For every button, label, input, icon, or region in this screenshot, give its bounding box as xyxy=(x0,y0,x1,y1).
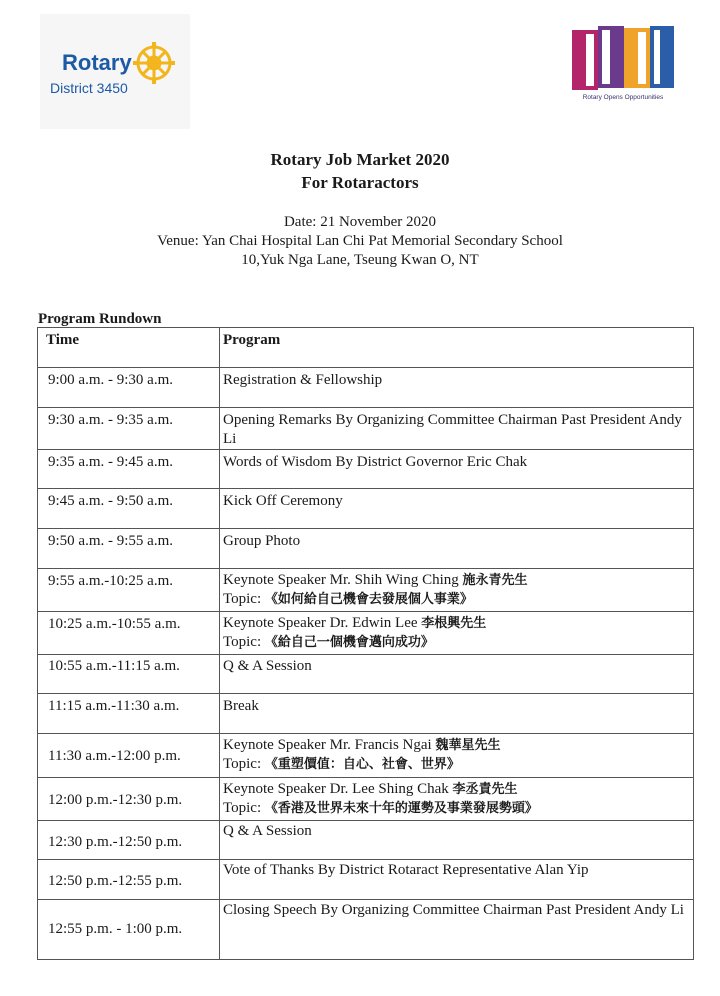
speaker-name: Keynote Speaker Dr. Lee Shing Chak xyxy=(223,781,449,797)
page-subtitle: For Rotaractors xyxy=(301,173,419,192)
column-header-time: Time xyxy=(38,328,220,368)
table-row xyxy=(38,408,694,450)
program-table xyxy=(37,327,694,960)
table-row xyxy=(38,694,694,734)
doors-icon xyxy=(572,24,674,92)
table-row xyxy=(38,529,694,569)
time-cell: 9:45 a.m. - 9:50 a.m. xyxy=(38,489,220,529)
program-cell: Vote of Thanks By District Rotaract Representative Alan Yip xyxy=(220,860,694,900)
table-row xyxy=(38,900,694,960)
topic-line xyxy=(223,633,693,652)
rotary-wheel-icon xyxy=(132,41,176,85)
table-row xyxy=(38,734,694,778)
topic-title: 《香港及世界未來十年的運勢及事業發展勢頭》 xyxy=(264,801,538,816)
topic-line xyxy=(223,590,693,609)
rotary-opens-opportunities-logo xyxy=(568,24,678,109)
topic-label: Topic: xyxy=(223,591,262,607)
table-row xyxy=(38,821,694,860)
page-title: Rotary Job Market 2020 xyxy=(270,150,450,169)
program-cell: Break xyxy=(220,694,694,734)
topic-label: Topic: xyxy=(223,634,262,650)
time-cell: 12:30 p.m.-12:50 p.m. xyxy=(38,821,220,860)
section-label: Program Rundown xyxy=(38,311,162,327)
table-row xyxy=(38,489,694,529)
time-cell: 12:00 p.m.-12:30 p.m. xyxy=(38,778,220,821)
time-cell: 9:55 a.m.-10:25 a.m. xyxy=(38,569,220,612)
time-cell: 9:50 a.m. - 9:55 a.m. xyxy=(38,529,220,569)
logo-tagline: Rotary Opens Opportunities xyxy=(582,94,664,101)
time-cell: 11:30 a.m.-12:00 p.m. xyxy=(38,734,220,778)
time-cell: 12:55 p.m. - 1:00 p.m. xyxy=(38,900,220,960)
event-address: 10,Yuk Nga Lane, Tseung Kwan O, NT xyxy=(241,252,479,268)
speaker-name-cjk: 施永青先生 xyxy=(462,573,528,588)
event-date: Date: 21 November 2020 xyxy=(283,214,437,230)
program-cell: Registration & Fellowship xyxy=(220,368,694,408)
program-cell: Group Photo xyxy=(220,529,694,569)
speaker-name-cjk: 李丞責先生 xyxy=(452,782,518,797)
table-row xyxy=(38,450,694,489)
program-cell: Kick Off Ceremony xyxy=(220,489,694,529)
time-cell: 9:30 a.m. - 9:35 a.m. xyxy=(38,408,220,450)
time-cell: 11:15 a.m.-11:30 a.m. xyxy=(38,694,220,734)
program-cell: Closing Speech By Organizing Committee Chairman Past President Andy Li xyxy=(220,900,694,960)
speaker-name: Keynote Speaker Mr. Francis Ngai xyxy=(223,737,432,753)
topic-line xyxy=(223,755,693,774)
table-row xyxy=(38,860,694,900)
logo-district-text: District 3450 xyxy=(50,80,128,96)
time-cell: 9:00 a.m. - 9:30 a.m. xyxy=(38,368,220,408)
speaker-name-cjk: 李根興先生 xyxy=(421,616,487,631)
program-cell xyxy=(220,778,694,821)
program-cell: Q & A Session xyxy=(220,655,694,694)
speaker-name: Keynote Speaker Mr. Shih Wing Ching xyxy=(223,572,459,588)
table-row xyxy=(38,778,694,821)
time-cell: 10:55 a.m.-11:15 a.m. xyxy=(38,655,220,694)
speaker-name-cjk: 魏華星先生 xyxy=(435,738,501,753)
speaker-name: Keynote Speaker Dr. Edwin Lee xyxy=(223,615,418,631)
time-cell: 12:50 p.m.-12:55 p.m. xyxy=(38,860,220,900)
event-venue: Venue: Yan Chai Hospital Lan Chi Pat Memorial Secondary School xyxy=(157,233,563,249)
table-row xyxy=(38,569,694,612)
table-row xyxy=(38,612,694,655)
logo-rotary-text: Rotary xyxy=(62,50,132,75)
time-cell: 10:25 a.m.-10:55 a.m. xyxy=(38,612,220,655)
program-cell: Words of Wisdom By District Governor Eric Chak xyxy=(220,450,694,489)
topic-label: Topic: xyxy=(223,756,262,772)
topic-label: Topic: xyxy=(223,800,262,816)
table-header-row xyxy=(38,328,694,368)
topic-title: 《給自己一個機會邁向成功》 xyxy=(264,635,434,650)
table-row xyxy=(38,655,694,694)
program-cell: Q & A Session xyxy=(220,821,694,860)
time-cell: 9:35 a.m. - 9:45 a.m. xyxy=(38,450,220,489)
program-cell xyxy=(220,612,694,655)
program-cell xyxy=(220,734,694,778)
topic-line xyxy=(223,799,693,818)
rotary-district-logo xyxy=(40,14,190,129)
topic-title: 《重塑價值：自心、社會、世界》 xyxy=(264,757,460,772)
column-header-program: Program xyxy=(220,328,694,368)
topic-title: 《如何給自己機會去發展個人事業》 xyxy=(264,592,473,607)
table-row xyxy=(38,368,694,408)
program-cell xyxy=(220,569,694,612)
program-cell: Opening Remarks By Organizing Committee Chairman Past President Andy Li xyxy=(220,408,694,450)
